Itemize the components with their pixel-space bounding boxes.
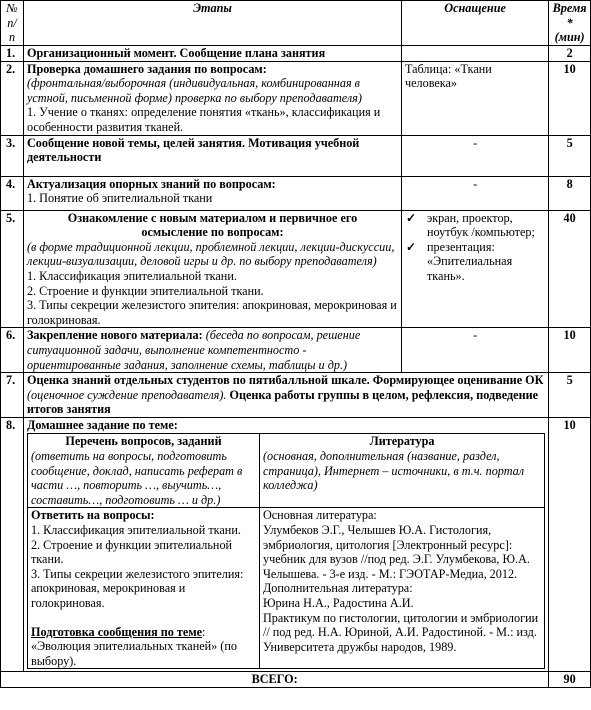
homework-report-colon: : <box>202 624 206 639</box>
row-number: 6. <box>1 328 24 373</box>
row-number: 8. <box>1 417 24 672</box>
row-stage-title: Ознакомление с новым материалом и первичное его осмысление по вопросам: <box>67 210 358 240</box>
row-equipment <box>401 210 548 328</box>
row-stage-note: (оценочное суждение преподавателя). <box>26 387 227 402</box>
equipment-item <box>405 240 545 284</box>
header-time <box>549 1 591 46</box>
row-stage <box>23 61 401 135</box>
row-equipment: Таблица: «Ткани человека» <box>401 61 548 135</box>
row-time: 5 <box>549 135 591 176</box>
homework-tasks-note: (ответить на вопросы, подготовить сообщение, доклад, написать реферат в части …, повторить …, выучить…, составить…, подготовить … и др.) <box>30 449 243 507</box>
row-stage <box>23 373 548 418</box>
header-equipment: Оснащение <box>401 1 548 46</box>
literature-item: Юрина Н.А., Радостина А.И. <box>262 596 414 610</box>
homework-table <box>27 433 545 669</box>
row-number: 1. <box>1 46 24 62</box>
row-stage-title: Домашнее задание по теме: <box>26 417 178 432</box>
row-time: 40 <box>549 210 591 328</box>
homework-report-title: Подготовка сообщения по теме <box>30 624 203 639</box>
row-time: 8 <box>549 176 591 210</box>
homework-question: 1. Классификация эпителиальной ткани. <box>30 523 241 538</box>
homework-literature-title: Литература <box>369 434 435 449</box>
table-row <box>1 373 591 418</box>
literature-item: Дополнительная литература: <box>262 581 413 596</box>
row-stage-question: 1. Понятие об эпителиальной ткани <box>26 191 213 206</box>
homework-literature-note: (основная, дополнительная (название, раздел, страница), Интернет – источники, в т.ч. портал колледжа) <box>262 449 525 493</box>
equipment-item-label: презентация: «Эпителиальная ткань». <box>426 239 513 283</box>
row-time: 10 <box>549 417 591 672</box>
homework-body-row <box>27 508 544 669</box>
homework-tasks-header <box>27 434 259 508</box>
table-row <box>1 210 591 328</box>
homework-question: 3. Типы секреции железистого эпителия: апокриновая, мерокриновая и голокриновая. <box>30 566 244 610</box>
checkmark-icon: ✓ <box>405 239 417 254</box>
row-stage <box>23 417 548 672</box>
row-stage <box>23 210 401 328</box>
total-label: ВСЕГО: <box>1 672 549 688</box>
row-stage: Сообщение новой темы, целей занятия. Мотивация учебной деятельности <box>23 135 401 176</box>
row-stage-question: 3. Типы секреции железистого эпителия: апокриновая, мерокриновая и голокриновая. <box>26 298 397 327</box>
homework-literature <box>259 508 544 669</box>
row-stage-title-2: Оценка работы группы в целом, рефлексия, подведение итогов занятия <box>26 387 539 417</box>
header-stages: Этапы <box>23 1 401 46</box>
table-row <box>1 417 591 672</box>
literature-item: Практикум по гистологии, цитологии и эмбриологии // под ред. Н.А. Юриной, А.И. Радостиной. - М.: изд. Университета дружбы народов, 1989. <box>262 610 539 654</box>
homework-report-text: «Эволюция эпителиальных тканей» (по выбору). <box>30 639 237 668</box>
row-stage-question: 1. Классификация эпителиальной ткани. <box>26 268 237 283</box>
header-time-line: Время <box>552 1 587 15</box>
row-stage-title: Оценка знаний отдельных студентов по пятибалльной шкале. Формирующее оценивание ОК <box>26 373 544 388</box>
total-row <box>1 672 591 688</box>
homework-questions-title: Ответить на вопросы: <box>30 508 155 523</box>
header-number-line: п <box>8 30 16 45</box>
row-time: 10 <box>549 61 591 135</box>
row-stage-note: (в форме традиционной лекции, проблемной лекции, лекции-дискуссии, лекции-визуализации, деловой игры и др. по выбору преподавателя) <box>26 239 395 269</box>
row-time: 5 <box>549 373 591 418</box>
row-time: 2 <box>549 46 591 62</box>
table-row <box>1 176 591 210</box>
table-row <box>1 46 591 62</box>
table-row <box>1 61 591 135</box>
row-time: 10 <box>549 328 591 373</box>
homework-tasks <box>27 508 259 669</box>
row-equipment <box>401 46 548 62</box>
homework-literature-header <box>259 434 544 508</box>
row-stage-title: Проверка домашнего задания по вопросам: <box>26 61 267 76</box>
header-row <box>1 1 591 46</box>
total-value: 90 <box>549 672 591 688</box>
row-stage-note: (фронтальная/выборочная (индивидуальная, комбинированная в устной, письменной форме) проверка по выбору преподавателя) <box>26 76 362 105</box>
equipment-list <box>405 211 545 284</box>
header-time-line: * <box>566 15 573 30</box>
checkmark-icon: ✓ <box>405 210 417 225</box>
header-time-line: (мин) <box>554 30 585 45</box>
header-number <box>1 1 24 46</box>
homework-question: 2. Строение и функции эпителиальной ткани. <box>30 537 233 567</box>
row-equipment: - <box>401 135 548 176</box>
row-number: 3. <box>1 135 24 176</box>
row-number: 4. <box>1 176 24 210</box>
header-number-line: № <box>6 1 18 15</box>
row-equipment: - <box>401 328 548 373</box>
row-number: 5. <box>1 210 24 328</box>
row-stage <box>23 328 401 373</box>
row-stage-question: 2. Строение и функции эпителиальной ткани. <box>26 283 264 298</box>
header-number-line: п/ <box>7 15 17 30</box>
row-stage-question: 1. Учение о тканях: определение понятия «ткань», классификация и особенности развития тканей. <box>26 105 381 134</box>
row-stage-title: Закрепление нового материала: <box>26 328 203 343</box>
homework-spacer <box>31 611 256 625</box>
literature-item: Основная литература: <box>262 508 377 523</box>
row-number: 2. <box>1 61 24 135</box>
homework-report <box>31 625 256 640</box>
table-row <box>1 135 591 176</box>
row-equipment: - <box>401 176 548 210</box>
literature-item: Улумбеков Э.Г., Челышев Ю.А. Гистология, эмбриология, цитология [Электронный ресурс]: учебник для вузов //под ред. Э.Г. Улумбекова, Ю.А. Челышева. - 3-е изд. - М.: ГЭОТАР-Медиа, 2012. <box>262 523 530 581</box>
equipment-item <box>405 211 545 240</box>
homework-tasks-title: Перечень вопросов, заданий <box>65 434 222 449</box>
row-stage-title: Актуализация опорных знаний по вопросам: <box>26 176 276 191</box>
row-stage <box>23 176 401 210</box>
table-row <box>1 328 591 373</box>
row-stage-note: (беседа по вопросам, решение ситуационной задачи, выполнение компетентносто - ориентированные задания, заполнение схемы, таблицы и др.) <box>26 328 361 372</box>
row-number: 7. <box>1 373 24 418</box>
row-stage: Организационный момент. Сообщение плана занятия <box>23 46 401 62</box>
equipment-item-label: экран, проектор, ноутбук /компьютер; <box>426 210 535 240</box>
homework-header-row <box>27 434 544 508</box>
